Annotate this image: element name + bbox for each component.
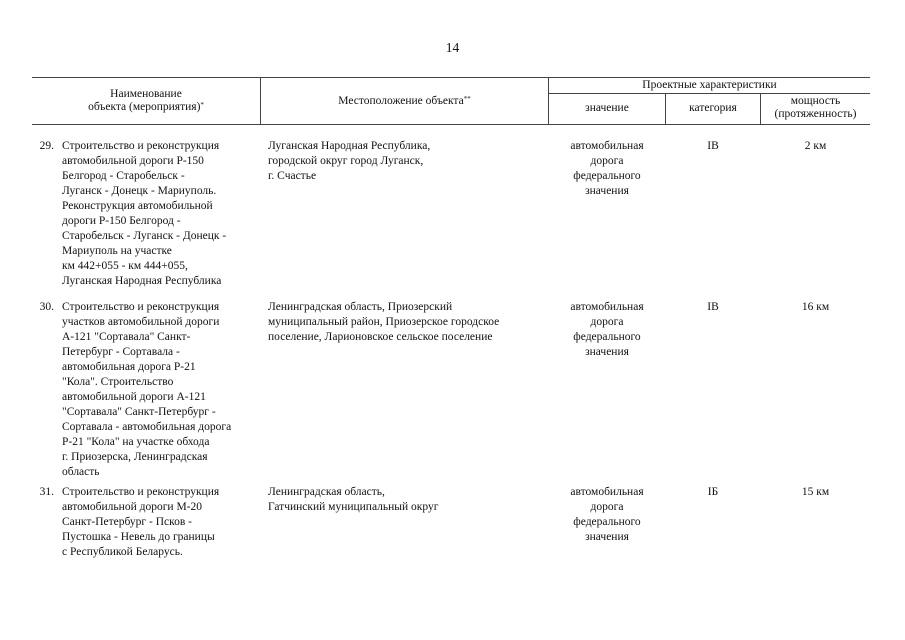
row-location: Ленинградская область, Приозерский муниципальный район, Приозерское городское поселение, Ларионовское сельское поселение [268, 301, 500, 343]
row-object-name: Строительство и реконструкция автомобильной дороги Р-150 Белгород - Старобельск - Луганск - Донецк - Мариуполь. Реконструкция автомобильной дороги Р-150 Белгород - Старобельск - Луганск - Донецк - Мариуполь на участке км 442+055 - км 444+055, Луганская Народная Республика [62, 140, 227, 287]
row-value: автомобильная дорога федерального значения [570, 301, 644, 358]
header-location: Местоположение объекта** [338, 95, 471, 107]
header-category: категория [689, 102, 737, 114]
row-number: 31. [39, 486, 54, 498]
row-value: автомобильная дорога федерального значения [570, 140, 644, 197]
row-value: автомобильная дорога федерального значения [570, 486, 644, 543]
table-header-bottom-border [32, 124, 870, 125]
header-project-characteristics: Проектные характеристики [642, 79, 777, 91]
header-divider [548, 93, 870, 94]
header-name: Наименование объекта (мероприятия)* [88, 88, 204, 113]
row-capacity: 2 км [804, 140, 827, 152]
header-capacity: мощность (протяженность) [774, 95, 857, 120]
page-number: 14 [445, 40, 460, 55]
table-header-top-border [32, 77, 870, 78]
row-capacity: 16 км [801, 301, 830, 313]
header-value: значение [585, 102, 629, 114]
row-category: IВ [707, 301, 719, 313]
row-object-name: Строительство и реконструкция автомобильной дороги М-20 Санкт-Петербург - Псков - Пустошка - Невель до границы с Республикой Беларусь. [62, 486, 220, 558]
row-location: Луганская Народная Республика, городской округ город Луганск, г. Счастье [268, 140, 431, 182]
row-location: Ленинградская область, Гатчинский муниципальный округ [268, 486, 439, 513]
row-number: 30. [39, 301, 54, 313]
row-number: 29. [39, 140, 54, 152]
row-category: IБ [707, 486, 719, 498]
row-capacity: 15 км [801, 486, 830, 498]
row-category: IВ [707, 140, 719, 152]
row-object-name: Строительство и реконструкция участков автомобильной дороги А-121 "Сортавала" Санкт- Петербург - Сортавала - автомобильная дорога Р-21 "Кола". Строительство автомобильной дороги А-121 "Сортавала" Санкт-Петербург - Сортавала - автомобильная дорога Р-21 "Кола" на участке обхода г. Приозерска, Ленинградская область [62, 301, 232, 478]
